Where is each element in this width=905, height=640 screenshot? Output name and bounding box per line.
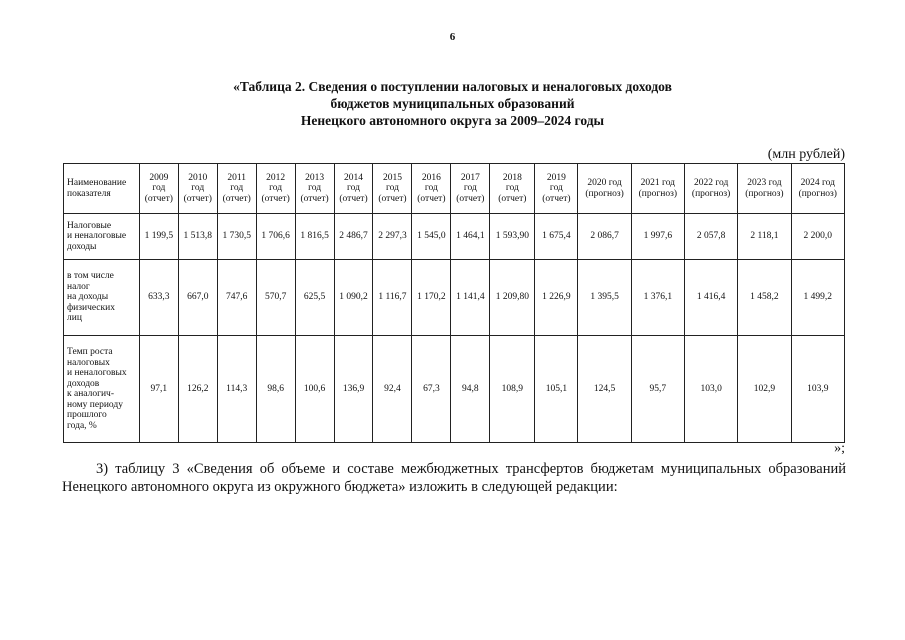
table-row	[64, 260, 845, 336]
header-year-line	[632, 178, 684, 189]
table-cell: 67,3	[412, 336, 451, 443]
header-year-line	[257, 173, 295, 184]
header-year-line	[257, 183, 295, 194]
row-label-line: прошлого	[67, 410, 107, 420]
header-word: год	[505, 183, 519, 194]
header-year-line	[218, 173, 256, 184]
table-cell: 98,6	[256, 336, 295, 443]
header-indicator-name: Наименование показателя	[64, 164, 140, 214]
header-row	[64, 164, 845, 214]
table-cell: 2 057,8	[684, 214, 737, 260]
header-word: год	[463, 183, 477, 194]
table-cell: 92,4	[373, 336, 412, 443]
table-cell: 1 464,1	[451, 214, 490, 260]
table-cell: 1 376,1	[631, 260, 684, 336]
table-cell: 114,3	[217, 336, 256, 443]
header-kind: (отчет)	[339, 193, 368, 204]
header-year-line	[490, 194, 534, 205]
header-year-line	[412, 183, 450, 194]
row-label-line: года, %	[67, 420, 97, 431]
header-word: год	[269, 183, 283, 194]
header-year-2013	[295, 164, 334, 214]
table-cell: 1 816,5	[295, 214, 334, 260]
header-year-2012	[256, 164, 295, 214]
table-cell: 1 593,90	[490, 214, 535, 260]
table-cell: 1 706,6	[256, 214, 295, 260]
table-cell: 2 086,7	[578, 214, 631, 260]
row-label-line: доходы	[67, 241, 97, 252]
header-year-line	[792, 189, 844, 200]
header-kind: (отчет)	[300, 193, 329, 204]
header-year: 2016	[421, 172, 441, 183]
row-label-line: налог	[67, 281, 90, 292]
row-label-line: лиц	[67, 313, 82, 324]
table-cell: 1 209,80	[490, 260, 535, 336]
header-year-line	[451, 183, 489, 194]
table-cell: 95,7	[631, 336, 684, 443]
table-cell: 2 486,7	[334, 214, 373, 260]
table-cell: 94,8	[451, 336, 490, 443]
table-title-line-3: Ненецкого автономного округа за 2009–2024 годы	[300, 113, 605, 128]
revenue-table	[63, 163, 845, 443]
header-year-line	[535, 183, 577, 194]
header-year-line	[451, 173, 489, 184]
header-word: год	[821, 178, 835, 188]
header-kind: (прогноз)	[585, 188, 624, 199]
table-cell: 1 199,5	[139, 214, 178, 260]
header-year-2020	[578, 164, 631, 214]
header-year-2021	[631, 164, 684, 214]
table-cell: 124,5	[578, 336, 631, 443]
row-label-line: на доходы	[67, 292, 109, 303]
header-year-2018	[490, 164, 535, 214]
header-kind: (прогноз)	[638, 188, 678, 199]
header-year-line	[140, 183, 178, 194]
header-year-2014	[334, 164, 373, 214]
units-note: (млн рублей)	[767, 147, 845, 162]
header-year-line	[685, 178, 737, 189]
header-year-2019	[535, 164, 578, 214]
table-cell: 625,5	[295, 260, 334, 336]
header-year-line	[179, 183, 217, 194]
header-year-line	[218, 194, 256, 205]
table-cell: 1 226,9	[535, 260, 578, 336]
header-year: 2014	[344, 172, 363, 183]
table-cell: 136,9	[334, 336, 373, 443]
header-kind: (отчет)	[417, 193, 446, 204]
header-year-line	[792, 178, 844, 189]
header-word: год	[385, 183, 399, 194]
header-year-2024	[791, 164, 844, 214]
header-year-line	[738, 178, 790, 189]
row-label	[64, 214, 140, 260]
header-year-line	[179, 173, 217, 184]
table-cell: 1 997,6	[631, 214, 684, 260]
header-kind: (отчет)	[261, 193, 290, 204]
header-year-2022	[684, 164, 737, 214]
header-word: год	[347, 183, 360, 194]
header-year: 2011	[227, 172, 247, 183]
header-year-line	[335, 183, 373, 194]
header-year: 2009	[149, 172, 169, 183]
header-year: 2010	[188, 172, 208, 183]
header-word: год	[308, 183, 322, 194]
header-year-2015	[373, 164, 412, 214]
header-word: год	[424, 183, 438, 194]
header-year-line	[257, 194, 295, 205]
table-cell: 667,0	[178, 260, 217, 336]
header-year: 2022	[693, 178, 713, 188]
row-label	[64, 336, 140, 443]
table-title-line-2: бюджетов муниципальных образований	[330, 96, 575, 111]
header-year-2016	[412, 164, 451, 214]
header-word: год	[662, 178, 676, 188]
header-year-line	[296, 173, 334, 184]
table-cell: 103,0	[684, 336, 737, 443]
header-year-line	[490, 173, 534, 184]
table-title-line-1: «Таблица 2. Сведения о поступлении налоговых и неналоговых доходов	[233, 79, 672, 94]
closing-quote: »;	[834, 441, 845, 456]
row-label-line: налоговых	[67, 357, 110, 368]
table-cell: 103,9	[791, 336, 844, 443]
row-label-line: и неналоговых	[67, 368, 127, 378]
table-cell: 2 118,1	[738, 214, 791, 260]
table-cell: 747,6	[217, 260, 256, 336]
row-label-line: ному периоду	[67, 399, 123, 410]
header-word: год	[191, 183, 205, 194]
header-word: год	[230, 183, 244, 194]
table-cell: 100,6	[295, 336, 334, 443]
row-label-line: в том числе	[67, 271, 114, 282]
header-year-line	[578, 189, 630, 200]
table-cell: 1 416,4	[684, 260, 737, 336]
header-year-line	[373, 183, 411, 194]
table-cell: 1 458,2	[738, 260, 791, 336]
header-kind: (отчет)	[144, 193, 173, 204]
header-year-line	[738, 189, 790, 200]
header-year: 2017	[460, 172, 480, 183]
table-cell: 1 545,0	[412, 214, 451, 260]
header-year: 2023	[747, 178, 767, 188]
row-label-line: Темп роста	[67, 347, 113, 357]
row-label-line: и неналоговые	[67, 231, 127, 242]
header-year-2011	[217, 164, 256, 214]
table-cell: 1 675,4	[535, 214, 578, 260]
header-year-2009	[139, 164, 178, 214]
table-cell: 1 513,8	[178, 214, 217, 260]
header-kind: (отчет)	[456, 193, 485, 204]
table-cell: 97,1	[139, 336, 178, 443]
table-cell: 1 090,2	[334, 260, 373, 336]
header-year-2017	[451, 164, 490, 214]
header-year-line	[685, 189, 737, 200]
header-word: год	[715, 178, 729, 188]
header-year-line	[335, 194, 373, 205]
table-cell: 1 499,2	[791, 260, 844, 336]
table-cell: 102,9	[738, 336, 791, 443]
table-cell: 633,3	[139, 260, 178, 336]
table-cell: 2 200,0	[791, 214, 844, 260]
header-kind: (отчет)	[222, 193, 251, 204]
row-label-line: Налоговые	[67, 220, 112, 231]
header-word: год	[549, 183, 563, 194]
header-word: год	[152, 183, 166, 194]
header-kind: (прогноз)	[798, 188, 837, 199]
header-year-line	[632, 189, 684, 200]
header-year-line	[451, 194, 489, 205]
header-kind: (прогноз)	[745, 188, 784, 199]
header-kind: (отчет)	[183, 193, 212, 204]
header-year-line	[296, 194, 334, 205]
table-title	[0, 78, 905, 129]
header-word: год	[768, 178, 782, 188]
header-year-line	[373, 173, 411, 184]
header-year-line	[490, 183, 534, 194]
header-year-line	[218, 183, 256, 194]
header-year-2010	[178, 164, 217, 214]
header-year: 2019	[546, 172, 566, 183]
table-cell: 1 730,5	[217, 214, 256, 260]
header-year-line	[373, 194, 411, 205]
header-kind: (отчет)	[542, 193, 571, 204]
table-cell: 570,7	[256, 260, 295, 336]
table-row	[64, 214, 845, 260]
header-year-line	[535, 194, 577, 205]
row-label-line: к аналогич-	[67, 389, 115, 399]
header-year-line	[140, 194, 178, 205]
header-year: 2013	[305, 172, 325, 183]
header-year-line	[335, 173, 373, 184]
amendment-paragraph: 3) таблицу 3 «Сведения об объеме и составе межбюджетных трансфертов бюджетам муниципальных образований Ненецкого автономного округа из окружного бюджета» изложить в следующей редакции:	[62, 461, 846, 495]
table-cell: 1 395,5	[578, 260, 631, 336]
header-year-line	[179, 194, 217, 205]
page-number: 6	[449, 31, 456, 43]
table-cell: 105,1	[535, 336, 578, 443]
header-year-line	[140, 173, 178, 184]
header-year: 2020	[587, 178, 607, 188]
header-kind: (отчет)	[498, 193, 527, 204]
header-year-line	[578, 178, 630, 189]
row-label	[64, 260, 140, 336]
header-kind: (отчет)	[378, 193, 407, 204]
row-label-line: физических	[67, 302, 115, 313]
header-year-line	[535, 173, 577, 184]
table-cell: 2 297,3	[373, 214, 412, 260]
header-year-line	[296, 183, 334, 194]
table-cell: 1 170,2	[412, 260, 451, 336]
row-label-line: доходов	[67, 378, 100, 389]
header-year: 2015	[382, 172, 402, 183]
header-kind: (прогноз)	[691, 188, 731, 199]
table-cell: 126,2	[178, 336, 217, 443]
header-year: 2021	[640, 178, 660, 188]
header-word: год	[608, 178, 622, 188]
table-row	[64, 336, 845, 443]
header-year-line	[412, 173, 450, 184]
table-cell: 1 116,7	[373, 260, 412, 336]
header-year: 2024	[800, 178, 820, 188]
header-year-2023	[738, 164, 791, 214]
header-year: 2018	[502, 172, 522, 183]
table-cell: 1 141,4	[451, 260, 490, 336]
table-cell: 108,9	[490, 336, 535, 443]
header-year: 2012	[266, 172, 286, 183]
header-year-line	[412, 194, 450, 205]
